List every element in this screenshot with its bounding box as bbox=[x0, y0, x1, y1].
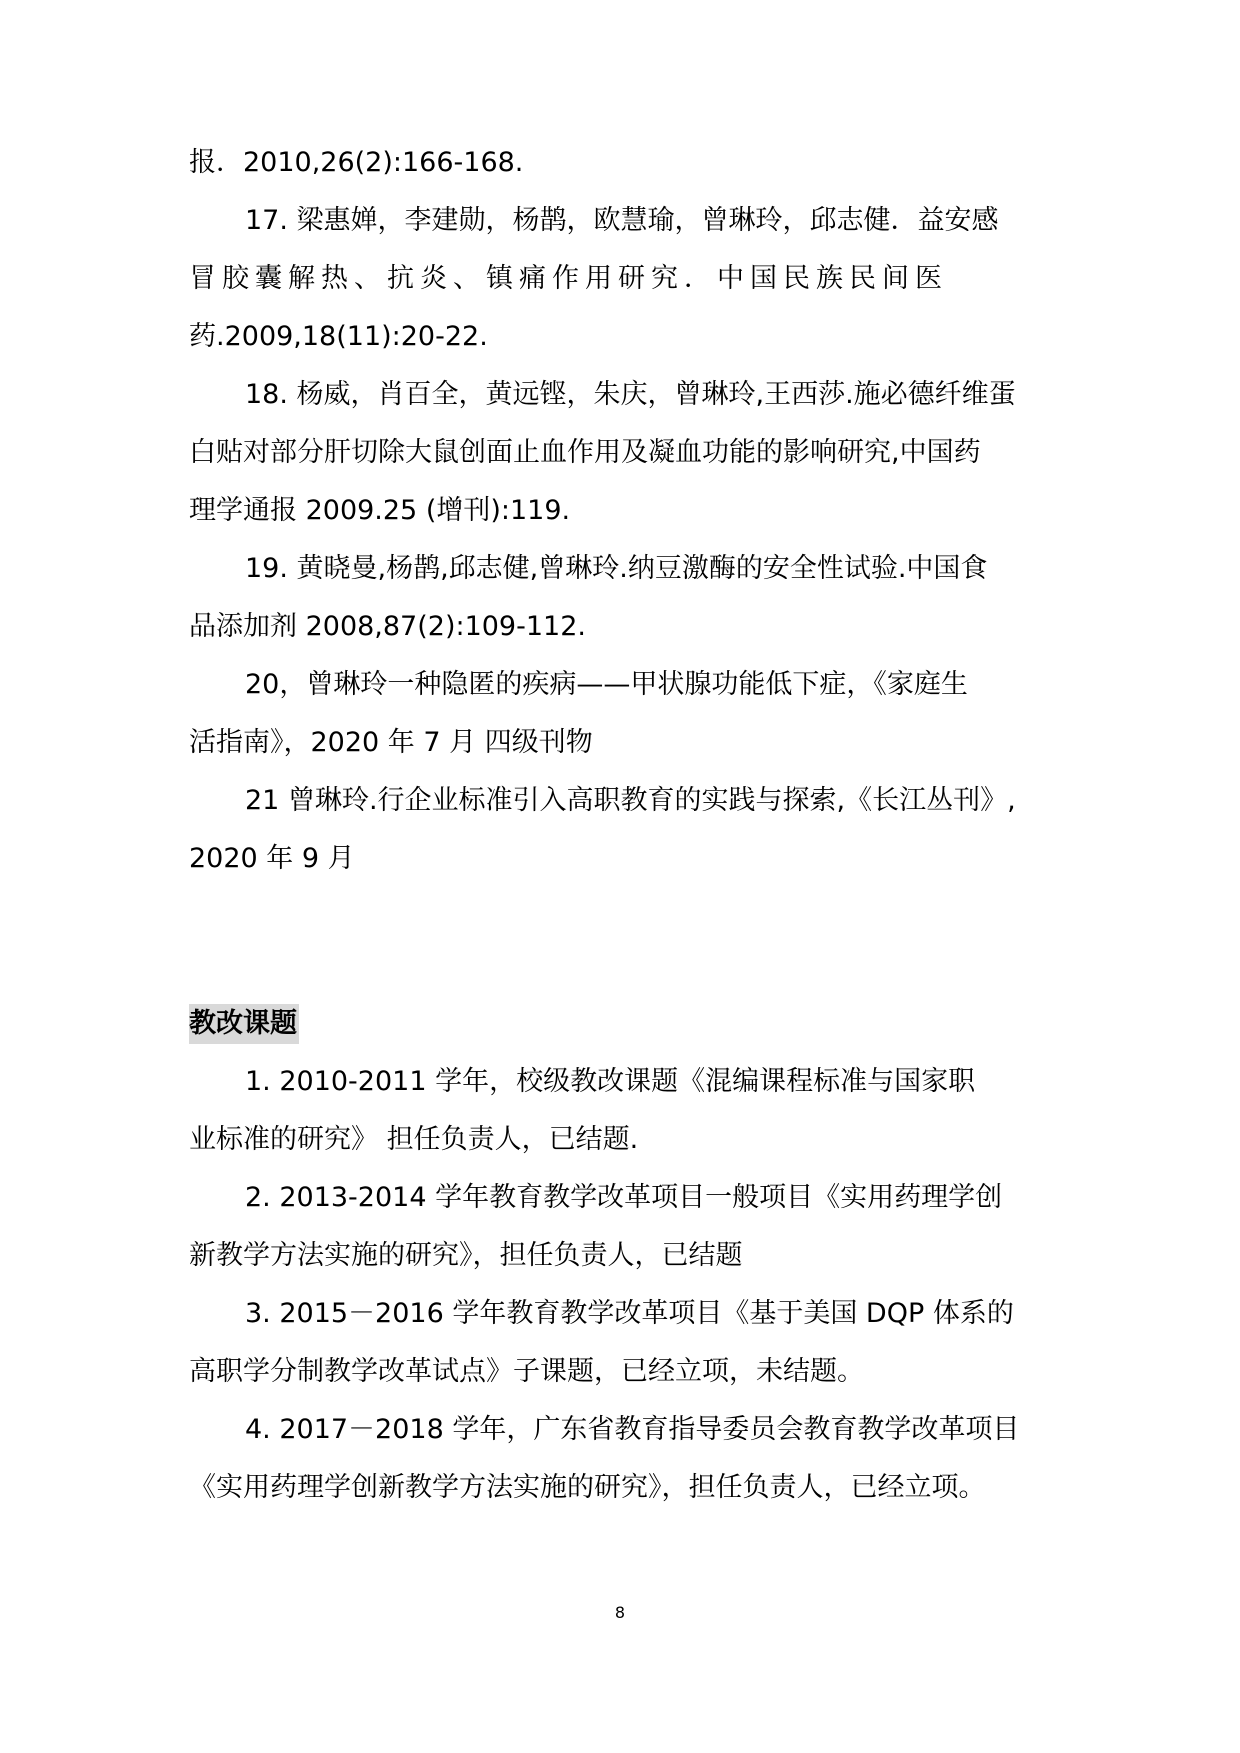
reference-19-line-2: 品添加剂 2008,87(2):109-112. bbox=[189, 611, 586, 642]
reference-16-continuation: 报．2010,26(2):166-168. bbox=[189, 147, 524, 178]
reference-19-line-1: 19. 黄晓曼,杨鹊,邱志健,曾琳玲.纳豆激酶的安全性试验.中国食 bbox=[245, 553, 988, 584]
project-4-line-1: 4. 2017－2018 学年，广东省教育指导委员会教育教学改革项目 bbox=[245, 1414, 1020, 1445]
project-3-line-2: 高职学分制教学改革试点》子课题，已经立项，未结题。 bbox=[189, 1356, 864, 1387]
page-number: 8 bbox=[614, 1603, 626, 1622]
reference-17-line-1: 17. 梁惠婵，李建勋，杨鹊，欧慧瑜，曾琳玲，邱志健．益安感 bbox=[245, 205, 999, 236]
project-3-line-1: 3. 2015－2016 学年教育教学改革项目《基于美国 DQP 体系的 bbox=[245, 1298, 1014, 1329]
reference-18-line-1: 18. 杨威，肖百全，黄远铿，朱庆，曾琳玲,王西莎.施必德纤维蛋 bbox=[245, 379, 1016, 410]
reference-20-line-1: 20，曾琳玲一种隐匿的疾病——甲状腺功能低下症，《家庭生 bbox=[245, 669, 968, 700]
project-1-line-2: 业标准的研究》 担任负责人，已结题. bbox=[189, 1124, 639, 1155]
section-heading: 教改课题 bbox=[189, 1004, 299, 1044]
reference-21-line-2: 2020 年 9 月 bbox=[189, 843, 355, 874]
reference-18-line-3: 理学通报 2009.25 (增刊):119. bbox=[189, 495, 571, 526]
reference-17-line-3: 药.2009,18(11):20-22. bbox=[189, 321, 488, 352]
project-2-line-1: 2. 2013-2014 学年教育教学改革项目一般项目《实用药理学创 bbox=[245, 1182, 1003, 1213]
project-1-line-1: 1. 2010-2011 学年，校级教改课题《混编课程标准与国家职 bbox=[245, 1066, 976, 1097]
reference-18-line-2: 白贴对部分肝切除大鼠创面止血作用及凝血功能的影响研究,中国药 bbox=[189, 437, 981, 468]
reference-17-line-2: 冒胶囊解热、抗炎、镇痛作用研究．中国民族民间医 bbox=[189, 263, 942, 294]
project-4-line-2: 《实用药理学创新教学方法实施的研究》，担任负责人，已经立项。 bbox=[189, 1472, 986, 1503]
reference-21-line-1: 21 曾琳玲.行企业标准引入高职教育的实践与探索,《长江丛刊》, bbox=[245, 785, 1016, 816]
reference-20-line-2: 活指南》，2020 年 7 月 四级刊物 bbox=[189, 727, 593, 758]
project-2-line-2: 新教学方法实施的研究》，担任负责人，已结题 bbox=[189, 1240, 743, 1271]
